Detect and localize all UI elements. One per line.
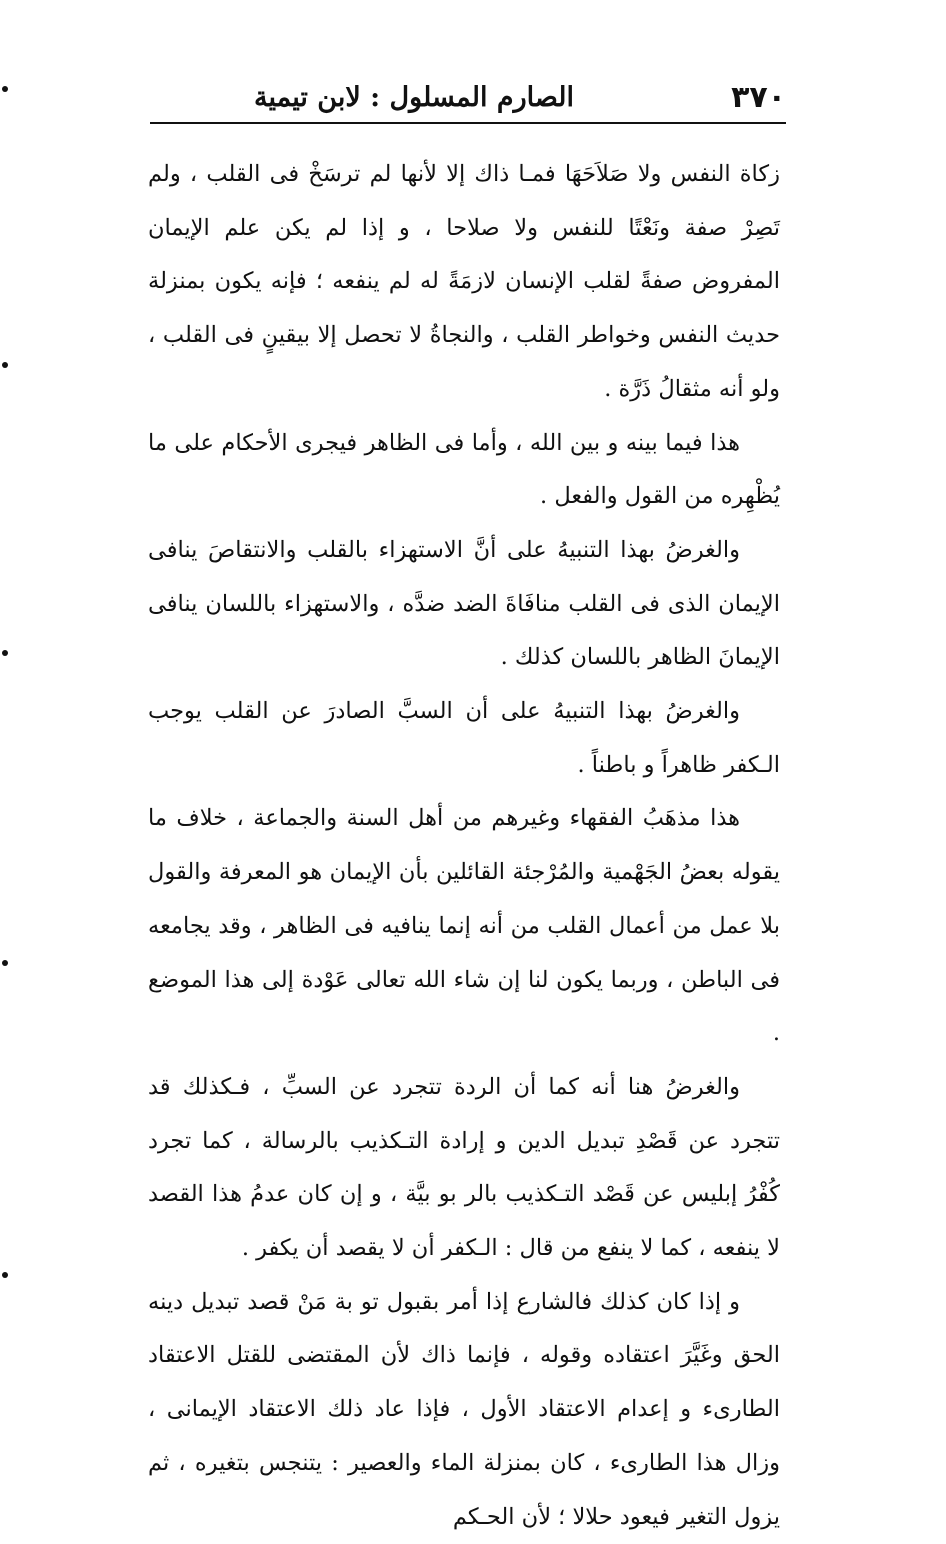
paragraph: والغرضُ بهذا التنبيهُ على أن السبَّ الصادرَ عن القلب يوجب الـكفر ظاهراً و باطناً .: [148, 698, 780, 778]
paragraph: هذا فيما بينه و بين الله ، وأما فى الظاهر فيجرى الأحكام على ما يُظْهِره من القول والفعل .: [148, 429, 780, 510]
paragraph: هذا مذهَبُ الفقهاء وغيرهم من أهل السنة والجماعة ، خلاف ما يقوله بعضُ الجَهْمية والمُرْجئة القائلين بأن الإيمان هو المعرفة والقول بلا عمل من أعمال القلب من أنه إنما ينافيه فى الظاهر ، وقد يجامعه فى الباطن ، وربما يكون لنا إن شاء الله تعالى عَوْدة إلى هذا الموضع .: [148, 805, 780, 1047]
scan-mark: [2, 650, 8, 656]
body-text: [148, 148, 780, 1544]
page-header: [150, 78, 786, 118]
paragraph: والغرضُ بهذا التنبيهُ على أنَّ الاستهزاء بالقلب والانتقاصَ ينافى الإيمان الذى فى القلب منافَاةَ الضد ضدَّه ، والاستهزاء باللسان ينافى الإيمانَ الظاهر باللسان كذلك .: [148, 536, 780, 671]
paragraph: و إذا كان كذلك فالشارع إذا أمر بقبول تو بة مَنْ قصد تبديل دينه الحق وغَيَّرَ اعتقاده وقوله ، فإنما ذاك لأن المقتضى للقتل الاعتقاد الطارىء و إعدام الاعتقاد الأول ، فإذا عاد ذلك الاعتقاد الإيمانى ، وزال هذا الطارىء ، كان بمنزلة الماء والعصير : يتنجس بتغيره ، ثم يزول التغير فيعود حلالا ؛ لأن الحـكم: [148, 1288, 780, 1530]
scan-mark: [2, 960, 8, 966]
scan-mark: [2, 86, 8, 92]
page-number: ٣٧٠: [731, 80, 786, 115]
scan-mark: [2, 1272, 8, 1278]
paragraph: والغرضُ هنا أنه كما أن الردة تتجرد عن السبِّ ، فـكذلك قد تتجرد عن قَصْدِ تبديل الدين و إرادة التـكذيب بالرسالة ، كما تجرد كُفْرُ إبليس عن قَصْد التـكذيب بالر بو بيَّة ، و إن كان عدمُ هذا القصد لا ينفعه ، كما لا ينفع من قال : الـكفر أن لا يقصد أن يكفر .: [148, 1073, 780, 1262]
running-title: الصارم المسلول : لابن تيمية: [254, 82, 574, 113]
scan-mark: [2, 362, 8, 368]
paragraph: زكاة النفس ولا صَلاَحَهَا فمـا ذاك إلا لأنها لم ترسَخْ فى القلب ، ولم تَصِرْ صفة ونَعْتًا للنفس ولا صلاحا ، و إذا لم يكن علم الإيمان المفروض صفةً لقلب الإنسان لازمَةً له لم ينفعه ؛ فإنه يكون بمنزلة حديث النفس وخواطر القلب ، والنجاةُ لا تحصل إلا بيقينٍ فى القلب ، ولو أنه مثقالُ ذَرَّة .: [148, 161, 780, 402]
header-divider: [150, 122, 786, 124]
